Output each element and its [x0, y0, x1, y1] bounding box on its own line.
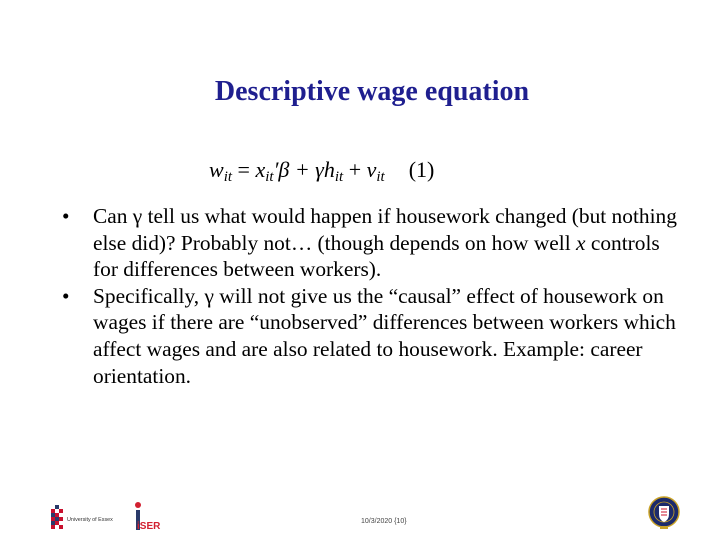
bullet-list	[62, 203, 682, 389]
eq-h-sub: it	[334, 169, 344, 185]
iser-logo-icon	[134, 501, 166, 531]
bullet-text-end: controls for differences between workers).	[93, 230, 660, 282]
bullet-text: Specifically, γ will not give us the “causal” effect of housework on wages if there are “unobserved” differences between workers which affect wages and are also related to housework. Example: career orientation.	[93, 283, 676, 388]
footer-date: 10/3/2020 {10}	[361, 518, 407, 525]
equation-number: (1)	[408, 157, 435, 182]
eq-v-sub: it	[376, 169, 385, 185]
eq-beta-gamma: ′β + γ	[273, 157, 324, 182]
eq-x-sub: it	[265, 169, 274, 185]
university-crest-icon	[648, 496, 680, 530]
bullet-text: Can γ tell us what would happen if housework changed (but nothing else did)? Probably not… (though depends on how well	[93, 204, 677, 255]
eq-v: v	[366, 157, 377, 182]
essex-logo-icon	[51, 505, 123, 531]
eq-h: h	[323, 157, 335, 182]
slide-title: Descriptive wage equation	[214, 76, 530, 107]
eq-w-sub: it	[223, 169, 233, 185]
bullet-item	[62, 283, 682, 389]
iser-logo-text: iSER	[137, 521, 161, 531]
bullet-item	[62, 203, 682, 283]
eq-plus: +	[343, 157, 367, 182]
bullet-italic-x: x	[576, 230, 586, 255]
bullet-marker: •	[62, 283, 70, 308]
essex-logo-text: University of Essex	[67, 517, 113, 523]
eq-equals: =	[232, 157, 256, 182]
bullet-marker: •	[62, 204, 70, 228]
eq-w: w	[209, 157, 224, 182]
eq-x: x	[255, 157, 266, 182]
wage-equation	[209, 157, 434, 186]
